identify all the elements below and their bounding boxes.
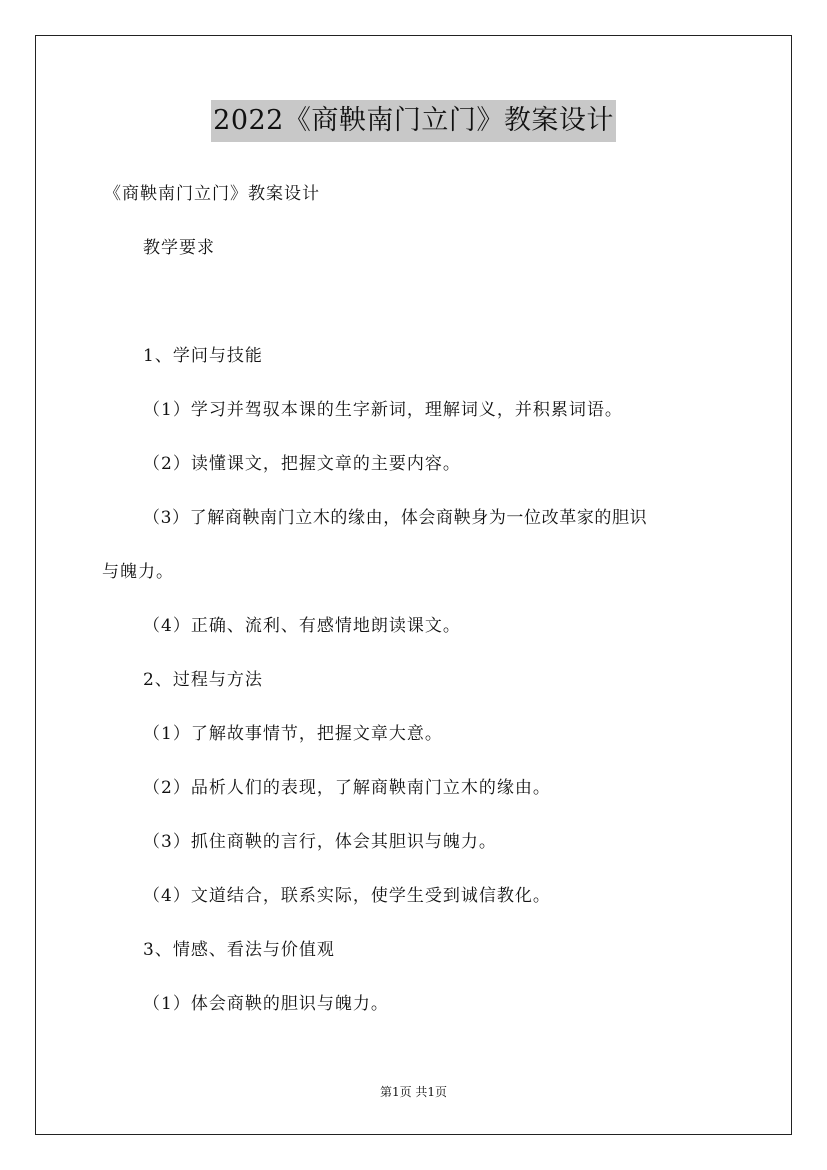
page-footer: 第1页 共1页: [379, 1085, 448, 1099]
section-heading-process-methods: 2、过程与方法: [143, 670, 263, 690]
section-heading-knowledge-skills: 1、学问与技能: [143, 346, 263, 366]
list-item: （4）正确、流利、有感情地朗读课文。: [143, 616, 461, 636]
list-item-continuation: 与魄力。: [102, 562, 174, 582]
document-title: 2022《商鞅南门立门》教案设计: [211, 100, 616, 142]
list-item: （2）读懂课文，把握文章的主要内容。: [143, 454, 461, 474]
list-item: （4）文道结合，联系实际，使学生受到诚信教化。: [143, 886, 551, 906]
subtitle-line: 《商鞅南门立门》教案设计: [104, 184, 320, 204]
list-item: （1）体会商鞅的胆识与魄力。: [143, 994, 389, 1014]
list-item: （2）品析人们的表现，了解商鞅南门立木的缘由。: [143, 778, 551, 798]
list-item: （3）了解商鞅南门立木的缘由，体会商鞅身为一位改革家的胆识: [143, 508, 648, 528]
title-container: [0, 100, 827, 142]
list-item: （1）了解故事情节，把握文章大意。: [143, 724, 443, 744]
list-item: （1）学习并驾驭本课的生字新词，理解词义，并积累词语。: [143, 400, 623, 420]
section-heading-emotions-values: 3、情感、看法与价值观: [143, 940, 335, 960]
section-heading-teaching-requirements: 教学要求: [143, 238, 215, 258]
list-item: （3）抓住商鞅的言行，体会其胆识与魄力。: [143, 832, 497, 852]
